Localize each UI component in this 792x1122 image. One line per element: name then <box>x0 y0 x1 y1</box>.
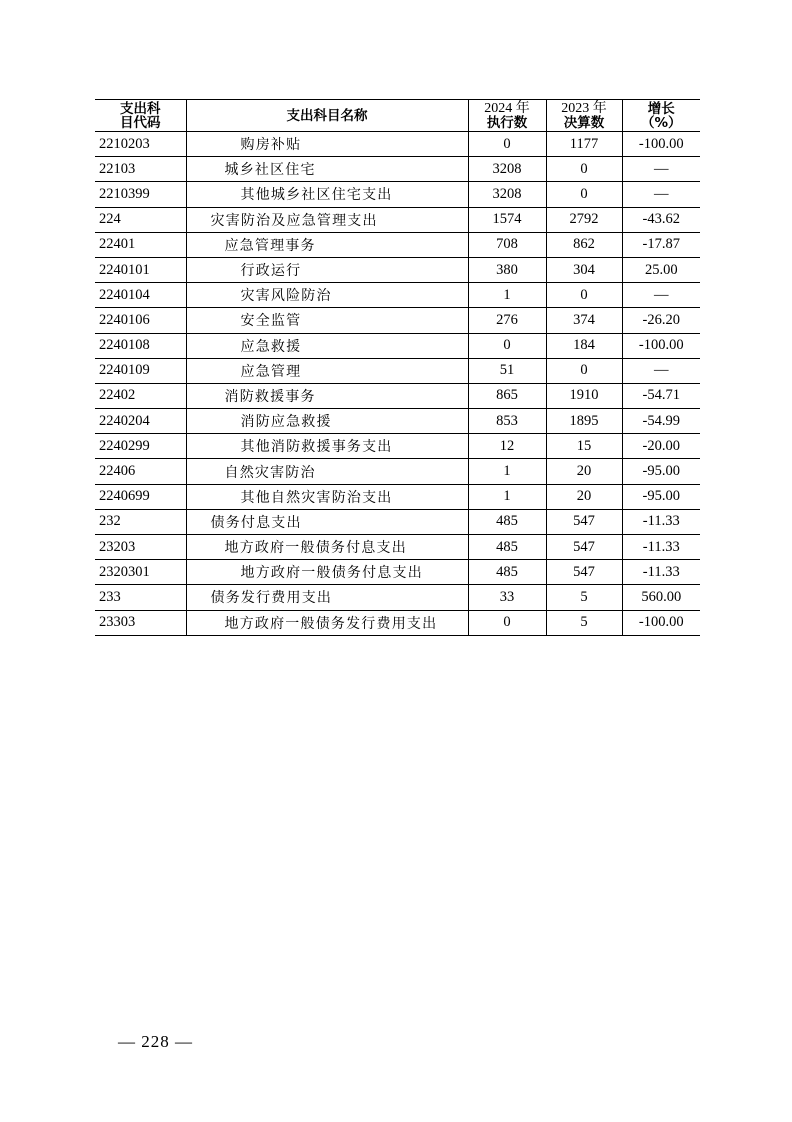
cell-code: 2240109 <box>95 358 186 383</box>
cell-final-2023: 0 <box>546 283 622 308</box>
cell-name: 其他自然灾害防治支出 <box>186 484 468 509</box>
cell-name: 其他消防救援事务支出 <box>186 434 468 459</box>
table-row <box>95 157 700 182</box>
cell-code: 233 <box>95 585 186 610</box>
header-name-text: 支出科目名称 <box>286 107 368 124</box>
cell-exec-2024: 865 <box>468 383 546 408</box>
cell-name: 地方政府一般债务付息支出 <box>186 560 468 585</box>
table-row <box>95 459 700 484</box>
cell-growth: — <box>622 157 700 182</box>
cell-exec-2024: 3208 <box>468 182 546 207</box>
table-row <box>95 535 700 560</box>
cell-final-2023: 862 <box>546 232 622 257</box>
table-row <box>95 182 700 207</box>
table-row <box>95 333 700 358</box>
cell-exec-2024: 853 <box>468 409 546 434</box>
cell-final-2023: 1895 <box>546 409 622 434</box>
table-row <box>95 207 700 232</box>
cell-final-2023: 5 <box>546 610 622 635</box>
cell-name: 应急管理事务 <box>186 232 468 257</box>
cell-growth: -11.33 <box>622 560 700 585</box>
cell-growth: -100.00 <box>622 333 700 358</box>
cell-growth: -11.33 <box>622 535 700 560</box>
cell-growth: -26.20 <box>622 308 700 333</box>
cell-exec-2024: 485 <box>468 560 546 585</box>
table-row <box>95 383 700 408</box>
header-growth <box>622 100 700 132</box>
cell-name: 应急管理 <box>186 358 468 383</box>
cell-code: 23303 <box>95 610 186 635</box>
header-growth-line2: （%） <box>640 114 682 131</box>
cell-code: 22103 <box>95 157 186 182</box>
header-code <box>95 100 186 132</box>
cell-code: 2240101 <box>95 257 186 282</box>
cell-final-2023: 1910 <box>546 383 622 408</box>
cell-code: 2240299 <box>95 434 186 459</box>
cell-final-2023: 20 <box>546 484 622 509</box>
cell-growth: -95.00 <box>622 484 700 509</box>
header-exec-2024 <box>468 100 546 132</box>
header-code-line2: 目代码 <box>120 114 161 131</box>
table-body <box>95 132 700 636</box>
cell-name: 购房补贴 <box>186 132 468 157</box>
cell-exec-2024: 12 <box>468 434 546 459</box>
table-row <box>95 610 700 635</box>
table-row <box>95 484 700 509</box>
cell-final-2023: 304 <box>546 257 622 282</box>
table-row <box>95 560 700 585</box>
header-name <box>186 100 468 132</box>
cell-name: 灾害防治及应急管理支出 <box>186 207 468 232</box>
table-row <box>95 232 700 257</box>
cell-name: 城乡社区住宅 <box>186 157 468 182</box>
cell-code: 2210399 <box>95 182 186 207</box>
cell-final-2023: 374 <box>546 308 622 333</box>
header-exec-line2: 执行数 <box>486 114 528 131</box>
table-row <box>95 358 700 383</box>
cell-exec-2024: 708 <box>468 232 546 257</box>
cell-final-2023: 184 <box>546 333 622 358</box>
cell-final-2023: 547 <box>546 509 622 534</box>
table-row <box>95 283 700 308</box>
cell-final-2023: 20 <box>546 459 622 484</box>
header-code-line1: 支出科 <box>120 100 161 117</box>
cell-name: 安全监管 <box>186 308 468 333</box>
cell-code: 2240104 <box>95 283 186 308</box>
cell-growth: -43.62 <box>622 207 700 232</box>
cell-name: 地方政府一般债务发行费用支出 <box>186 610 468 635</box>
cell-final-2023: 547 <box>546 535 622 560</box>
cell-name: 灾害风险防治 <box>186 283 468 308</box>
header-final-line1: 2023 年 <box>561 100 607 116</box>
cell-final-2023: 0 <box>546 182 622 207</box>
table-header <box>95 100 700 132</box>
cell-final-2023: 15 <box>546 434 622 459</box>
header-final-2023 <box>546 100 622 132</box>
cell-exec-2024: 1574 <box>468 207 546 232</box>
cell-name: 地方政府一般债务付息支出 <box>186 535 468 560</box>
cell-exec-2024: 0 <box>468 132 546 157</box>
cell-exec-2024: 33 <box>468 585 546 610</box>
cell-final-2023: 0 <box>546 157 622 182</box>
cell-code: 22401 <box>95 232 186 257</box>
cell-exec-2024: 0 <box>468 610 546 635</box>
cell-growth: — <box>622 358 700 383</box>
cell-growth: -54.99 <box>622 409 700 434</box>
cell-code: 22406 <box>95 459 186 484</box>
cell-code: 2240699 <box>95 484 186 509</box>
table-row <box>95 434 700 459</box>
cell-growth: 560.00 <box>622 585 700 610</box>
cell-code: 224 <box>95 207 186 232</box>
cell-growth: -20.00 <box>622 434 700 459</box>
table-row <box>95 409 700 434</box>
table-row <box>95 308 700 333</box>
expenditure-table <box>95 99 700 636</box>
cell-name: 行政运行 <box>186 257 468 282</box>
cell-exec-2024: 1 <box>468 459 546 484</box>
cell-name: 消防应急救援 <box>186 409 468 434</box>
cell-growth: -17.87 <box>622 232 700 257</box>
cell-code: 22402 <box>95 383 186 408</box>
table-row <box>95 132 700 157</box>
page-number: — 228 — <box>118 1032 193 1051</box>
budget-table-container <box>95 99 700 636</box>
cell-code: 23203 <box>95 535 186 560</box>
cell-code: 2240106 <box>95 308 186 333</box>
cell-growth: — <box>622 182 700 207</box>
cell-final-2023: 1177 <box>546 132 622 157</box>
cell-exec-2024: 276 <box>468 308 546 333</box>
cell-name: 其他城乡社区住宅支出 <box>186 182 468 207</box>
cell-name: 自然灾害防治 <box>186 459 468 484</box>
table-row <box>95 257 700 282</box>
cell-exec-2024: 51 <box>468 358 546 383</box>
header-exec-line1: 2024 年 <box>484 100 530 116</box>
cell-code: 2210203 <box>95 132 186 157</box>
header-final-line2: 决算数 <box>563 114 605 131</box>
cell-name: 债务发行费用支出 <box>186 585 468 610</box>
cell-growth: 25.00 <box>622 257 700 282</box>
header-row <box>95 100 700 132</box>
cell-exec-2024: 0 <box>468 333 546 358</box>
cell-growth: -11.33 <box>622 509 700 534</box>
cell-final-2023: 547 <box>546 560 622 585</box>
cell-code: 2240108 <box>95 333 186 358</box>
cell-final-2023: 5 <box>546 585 622 610</box>
cell-growth: -100.00 <box>622 132 700 157</box>
cell-exec-2024: 485 <box>468 509 546 534</box>
cell-growth: -100.00 <box>622 610 700 635</box>
cell-growth: -54.71 <box>622 383 700 408</box>
cell-exec-2024: 3208 <box>468 157 546 182</box>
table-row <box>95 585 700 610</box>
cell-name: 应急救援 <box>186 333 468 358</box>
cell-final-2023: 0 <box>546 358 622 383</box>
header-growth-line1: 增长 <box>647 100 675 117</box>
table-row <box>95 509 700 534</box>
cell-final-2023: 2792 <box>546 207 622 232</box>
cell-name: 消防救援事务 <box>186 383 468 408</box>
cell-exec-2024: 485 <box>468 535 546 560</box>
cell-code: 232 <box>95 509 186 534</box>
cell-code: 2240204 <box>95 409 186 434</box>
cell-exec-2024: 1 <box>468 484 546 509</box>
cell-exec-2024: 1 <box>468 283 546 308</box>
cell-name: 债务付息支出 <box>186 509 468 534</box>
cell-code: 2320301 <box>95 560 186 585</box>
cell-exec-2024: 380 <box>468 257 546 282</box>
cell-growth: — <box>622 283 700 308</box>
cell-growth: -95.00 <box>622 459 700 484</box>
